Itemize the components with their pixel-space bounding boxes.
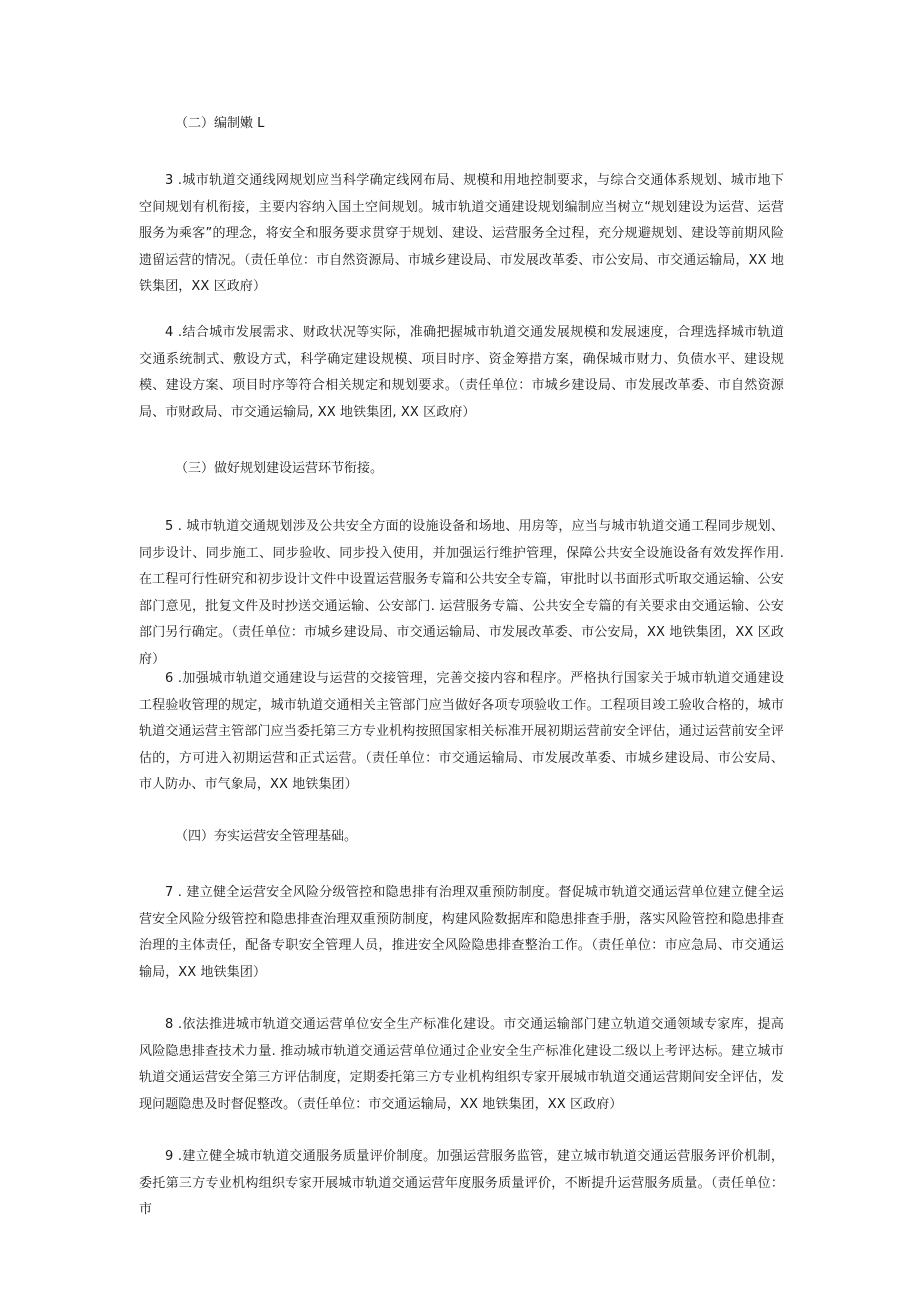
paragraph-6: 6 .加强城市轨道交通建设与运营的交接管理，完善交接内容和程序。严格执行国家关于城市轨道交通建设工程验收管理的规定，城市轨道交通相关主管部门应当做好各项专项验收工作。工程项目竣工验收合格的，城市轨道交通运营主管部门应当委托第三方专业机构按照国家相关标准开展初期运营前安全评估，通过运营前安全评估的，方可进入初期运营和正式运营。（责任单位：市交通运输局、市发展改革委、市城乡建设局、市公安局、市人防办、市气象局，XX 地铁集团） bbox=[139, 671, 784, 792]
section-heading-2: （二）编制嫩 L bbox=[175, 116, 265, 131]
paragraph-3: 3 .城市轨道交通线网规划应当科学确定线网布局、规模和用地控制要求，与综合交通体系规划、城市地下空间规划有机衔接，主要内容纳入国土空间规划。城市轨道交通建设规划编制应当树立“规划建设为运营、运营服务为乘客”的理念，将安全和服务要求贯穿于规划、建设、运营服务全过程，充分规避规划、建设等前期风险遗留运营的情况。（责任单位：市自然资源局、市城乡建设局、市发展改革委、市公安局、市交通运输局，XX 地铁集团，XX 区政府） bbox=[139, 173, 784, 294]
paragraph-7: 7 . 建立健全运营安全风险分级管控和隐患排有治理双重预防制度。督促城市轨道交通运营单位建立健全运营安全风险分级管控和隐患排查治理双重预防制度，构建风险数据库和隐患排查手册，落实风险管控和隐患排查治理的主体责任，配备专职安全管理人员，推进安全风险隐患排查整治工作。（责任单位：市应急局、市交通运输局，XX 地铁集团） bbox=[139, 885, 784, 980]
paragraph-4: 4 .结合城市发展需求、财政状况等实际，准确把握城市轨道交通发展规模和发展速度，合理选择城市轨道交通系统制式、敷设方式，科学确定建设规模、项目时序、资金筹措方案，确保城市财力、负债水平、建设规模、建设方案、项目时序等符合相关规定和规划要求。（责任单位：市城乡建设局、市发展改革委、市自然资源局、市财政局、市交通运输局, XX 地铁集团, XX 区政府） bbox=[139, 325, 784, 420]
paragraph-9: 9 .建立健全城市轨道交通服务质量评价制度。加强运营服务监管，建立城市轨道交通运营服务评价机制，委托第三方专业机构组织专家开展城市轨道交通运营年度服务质量评价，不断提升运营服务质量。（责任单位：市 bbox=[139, 1149, 784, 1217]
section-heading-3: （三）做好规划建设运营环节衔接。 bbox=[175, 461, 384, 476]
paragraph-8: 8 .依法推进城市轨道交通运营单位安全生产标准化建设。市交通运输部门建立轨道交通领域专家库，提高风险隐患排查技术力量. 推动城市轨道交通运营单位通过企业安全生产标准化建设二级以上考评达标。建立城市轨道交通运营安全第三方评估制度，定期委托第三方专业机构组织专家开展城市轨道交通运营期间安全评估，发现问题隐患及时督促整改。（责任单位：市交通运输局，XX 地铁集团，XX 区政府） bbox=[139, 1017, 784, 1112]
paragraph-5: 5 . 城市轨道交通规划涉及公共安全方面的设施设备和场地、用房等，应当与城市轨道交通工程同步规划、同步设计、同步施工、同步验收、同步投入使用，并加强运行维护管理，保障公共安全设施设备有效发挥作用. 在工程可行性研究和初步设计文件中设置运营服务专篇和公共安全专篇，审批时以书面形式听取交通运输、公安部门意见，批复文件及时抄送交通运输、公安部门. 运营服务专篇、公共安全专篇的有关要求由交通运输、公安部门另行确定。（责任单位：市城乡建设局、市交通运输局、市发展改革委、市公安局，XX 地铁集团，XX 区政府） bbox=[139, 519, 784, 667]
section-heading-4: （四）夯实运营安全管理基础。 bbox=[175, 829, 358, 844]
